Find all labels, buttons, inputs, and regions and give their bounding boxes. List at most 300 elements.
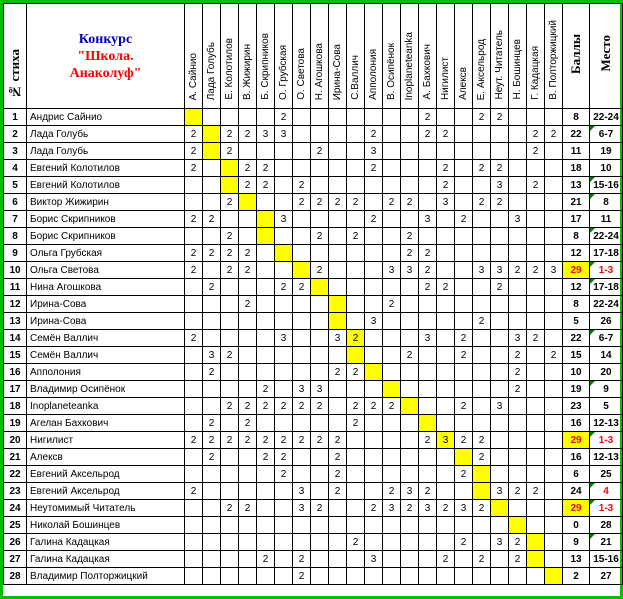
vote-cell: 2 [509,551,527,568]
vote-cell: 2 [455,347,473,364]
place-cell: 22-24 [590,109,623,126]
vote-cell [383,517,401,534]
vote-cell [257,415,275,432]
vote-cell [509,194,527,211]
vote-cell [419,228,437,245]
vote-cell [401,568,419,585]
vote-cell [293,228,311,245]
vote-cell [527,245,545,262]
vote-cell [221,517,239,534]
vote-cell [401,534,419,551]
vote-cell: 2 [347,194,365,211]
score-cell: 22 [563,126,590,143]
judge-header [221,4,239,109]
judge-header [329,4,347,109]
vote-cell [365,415,383,432]
vote-cell [293,517,311,534]
vote-cell [419,534,437,551]
vote-cell [221,466,239,483]
score-cell: 23 [563,398,590,415]
score-cell: 21 [563,194,590,211]
vote-cell [293,313,311,330]
judge-header [401,4,419,109]
vote-cell [383,160,401,177]
vote-cell [455,279,473,296]
vote-cell [419,313,437,330]
vote-cell [329,228,347,245]
vote-cell [365,245,383,262]
author-name: Евгений Аксельрод [27,466,185,483]
vote-cell [311,449,329,466]
vote-cell [401,551,419,568]
vote-cell [239,330,257,347]
vote-cell [455,364,473,381]
place-cell: 9 [590,381,623,398]
vote-cell [383,432,401,449]
vote-cell [347,568,365,585]
vote-cell [455,262,473,279]
vote-cell [311,551,329,568]
vote-cell: 3 [365,143,383,160]
vote-cell: 2 [239,500,257,517]
vote-cell [257,245,275,262]
vote-cell [347,126,365,143]
place-cell: 22-24 [590,228,623,245]
vote-cell: 2 [293,194,311,211]
vote-cell [365,381,383,398]
place-cell: 17-18 [590,279,623,296]
vote-cell [311,109,329,126]
vote-cell [257,347,275,364]
vote-cell: 2 [545,126,563,143]
vote-cell: 2 [203,432,221,449]
vote-cell [473,381,491,398]
vote-cell [509,109,527,126]
vote-cell: 2 [455,398,473,415]
vote-cell [185,364,203,381]
vote-cell [401,126,419,143]
vote-cell [347,245,365,262]
vote-cell [185,279,203,296]
vote-cell [185,296,203,313]
table-row [4,211,623,228]
vote-cell [311,347,329,364]
vote-cell [473,211,491,228]
place-cell: 20 [590,364,623,381]
score-cell: 8 [563,109,590,126]
poem-number: 5 [4,177,27,194]
vote-cell: 2 [401,245,419,262]
vote-cell [239,534,257,551]
vote-cell [347,500,365,517]
vote-cell [257,194,275,211]
vote-cell [203,517,221,534]
vote-cell: 2 [221,432,239,449]
vote-cell [293,364,311,381]
vote-cell: 2 [365,126,383,143]
place-cell: 15-16 [590,551,623,568]
vote-cell [455,177,473,194]
vote-cell: 2 [473,551,491,568]
table-row [4,381,623,398]
poem-number: 10 [4,262,27,279]
vote-cell [455,160,473,177]
poem-number: 25 [4,517,27,534]
vote-cell [509,466,527,483]
vote-cell: 2 [473,109,491,126]
vote-cell: 2 [311,432,329,449]
vote-cell [275,194,293,211]
vote-cell [419,364,437,381]
vote-cell [347,432,365,449]
judge-name: Н. Агошкова [314,42,325,100]
vote-cell [329,245,347,262]
vote-cell [545,245,563,262]
vote-cell [491,228,509,245]
author-name: Нигилист [27,432,185,449]
own-entry-cell [257,228,275,245]
vote-cell [491,449,509,466]
vote-cell [185,398,203,415]
judge-name: Е. Колотилов [224,38,235,100]
vote-cell [509,313,527,330]
vote-cell: 2 [257,177,275,194]
score-cell: 5 [563,313,590,330]
vote-cell [419,551,437,568]
vote-cell [365,466,383,483]
poem-number: 4 [4,160,27,177]
score-cell: 29 [563,432,590,449]
vote-cell [473,364,491,381]
author-name: Inoplaneteanka [27,398,185,415]
own-entry-cell: 3 [437,432,455,449]
vote-cell [545,381,563,398]
vote-cell: 2 [293,432,311,449]
poem-number: 6 [4,194,27,211]
vote-cell: 2 [491,279,509,296]
title-line-1: Конкурс [78,31,133,47]
vote-cell [455,228,473,245]
poem-number: 8 [4,228,27,245]
vote-cell [527,415,545,432]
vote-cell [365,177,383,194]
vote-cell: 2 [239,177,257,194]
vote-cell [275,500,293,517]
judge-name: Апполония [368,49,379,100]
vote-cell [257,466,275,483]
poem-number: 19 [4,415,27,432]
vote-cell [365,109,383,126]
own-entry-cell [185,109,203,126]
vote-cell [509,398,527,415]
author-name: Евгений Колотилов [27,160,185,177]
vote-cell [203,177,221,194]
vote-cell [383,449,401,466]
vote-cell [491,347,509,364]
vote-cell [545,398,563,415]
vote-cell [311,126,329,143]
poem-number: 23 [4,483,27,500]
vote-cell [275,160,293,177]
vote-cell: 2 [401,228,419,245]
vote-cell: 2 [437,500,455,517]
vote-cell [239,211,257,228]
score-column-header: Баллы [563,4,590,109]
vote-cell [545,279,563,296]
vote-cell [383,313,401,330]
vote-cell [185,534,203,551]
place-cell: 22-24 [590,296,623,313]
vote-cell [437,109,455,126]
score-cell: 8 [563,296,590,313]
vote-cell [383,415,401,432]
score-cell: 19 [563,381,590,398]
vote-cell: 2 [455,330,473,347]
vote-cell [347,381,365,398]
vote-cell [473,415,491,432]
vote-cell [203,160,221,177]
vote-cell: 2 [185,330,203,347]
vote-cell [257,262,275,279]
vote-cell [437,211,455,228]
vote-cell [329,347,347,364]
vote-cell [437,143,455,160]
judge-header [365,4,383,109]
own-entry-cell [275,245,293,262]
judge-header [491,4,509,109]
judge-name: С.Валлич [350,55,361,100]
judge-name: Н. Бошинцев [512,39,523,100]
vote-cell [401,279,419,296]
place-cell: 21 [590,534,623,551]
vote-cell [473,534,491,551]
vote-cell: 3 [509,211,527,228]
vote-cell: 2 [275,109,293,126]
table-row [4,500,623,517]
vote-cell [329,143,347,160]
vote-cell [527,211,545,228]
vote-cell [491,568,509,585]
vote-cell [329,160,347,177]
vote-cell: 3 [473,262,491,279]
vote-cell [383,228,401,245]
vote-cell: 2 [239,432,257,449]
vote-cell [221,568,239,585]
poem-number: 14 [4,330,27,347]
author-name: Ирина-Сова [27,313,185,330]
vote-cell: 2 [473,500,491,517]
vote-cell [509,296,527,313]
vote-cell: 2 [401,347,419,364]
vote-cell [311,177,329,194]
vote-cell: 2 [293,568,311,585]
judge-name: Неут. Читатель [494,30,505,100]
vote-cell [293,109,311,126]
vote-cell [293,449,311,466]
vote-cell [185,500,203,517]
vote-cell [473,398,491,415]
vote-cell: 2 [311,194,329,211]
vote-cell: 2 [455,432,473,449]
table-row [4,296,623,313]
vote-cell: 2 [293,398,311,415]
table-row [4,177,623,194]
vote-cell: 3 [293,500,311,517]
vote-cell: 3 [419,500,437,517]
vote-cell [383,551,401,568]
vote-cell: 2 [203,279,221,296]
vote-cell [347,551,365,568]
vote-cell [329,551,347,568]
own-entry-cell [257,211,275,228]
vote-cell [491,143,509,160]
vote-cell [239,347,257,364]
vote-cell [473,330,491,347]
vote-cell: 2 [185,211,203,228]
own-entry-cell [347,347,365,364]
table-row [4,228,623,245]
vote-cell [545,534,563,551]
vote-cell [221,296,239,313]
vote-cell: 2 [185,160,203,177]
vote-cell: 3 [383,500,401,517]
vote-cell [203,500,221,517]
vote-cell [545,466,563,483]
vote-cell [419,160,437,177]
vote-cell [221,483,239,500]
vote-cell [293,330,311,347]
vote-cell: 2 [365,211,383,228]
judge-name: Inoplaneteanka [404,31,415,100]
vote-cell [293,211,311,228]
vote-cell: 2 [437,160,455,177]
vote-cell [383,143,401,160]
vote-cell [455,483,473,500]
vote-cell: 2 [383,296,401,313]
own-entry-cell [419,415,437,432]
vote-cell [545,551,563,568]
table-row [4,245,623,262]
vote-cell [509,143,527,160]
vote-cell [473,245,491,262]
table-row [4,279,623,296]
vote-cell [257,483,275,500]
poem-number: 20 [4,432,27,449]
vote-cell [347,262,365,279]
vote-cell: 2 [491,194,509,211]
place-cell: 12-13 [590,415,623,432]
table-row [4,330,623,347]
vote-cell: 2 [545,347,563,364]
author-name: Борис Скрипников [27,211,185,228]
score-cell: 10 [563,364,590,381]
vote-cell: 2 [419,126,437,143]
vote-cell: 2 [329,466,347,483]
vote-cell [383,109,401,126]
vote-cell [257,143,275,160]
vote-cell [347,517,365,534]
place-cell: 1-3 [590,500,623,517]
judge-name: О. Светова [296,48,307,100]
vote-cell: 2 [437,126,455,143]
vote-cell: 2 [509,381,527,398]
table-row [4,143,623,160]
vote-cell: 2 [419,109,437,126]
vote-cell [311,517,329,534]
author-name: Неутомимый Читатель [27,500,185,517]
vote-cell [347,279,365,296]
vote-cell [347,211,365,228]
poem-number: 24 [4,500,27,517]
vote-cell: 2 [419,483,437,500]
vote-cell [275,381,293,398]
vote-cell: 2 [311,228,329,245]
vote-cell [401,466,419,483]
judge-name: Нигилист [440,56,451,100]
vote-cell [329,177,347,194]
table-row [4,534,623,551]
judge-name: Б. Скрипников [260,33,271,100]
vote-cell: 2 [509,262,527,279]
title-line-3: Анаколуф" [69,65,142,81]
vote-cell: 2 [419,262,437,279]
vote-cell [329,211,347,228]
judge-name: Е. Аксельрод [476,38,487,100]
vote-cell [221,551,239,568]
vote-cell [419,466,437,483]
table-row [4,126,623,143]
poem-number: 17 [4,381,27,398]
vote-cell [437,415,455,432]
vote-cell [311,245,329,262]
vote-cell: 2 [185,483,203,500]
vote-cell [527,517,545,534]
vote-cell: 2 [419,279,437,296]
vote-cell [383,126,401,143]
judge-header [545,4,563,109]
table-row [4,551,623,568]
vote-cell [527,364,545,381]
vote-cell [203,330,221,347]
vote-cell: 3 [491,177,509,194]
poem-number: 9 [4,245,27,262]
vote-cell [293,143,311,160]
vote-cell [203,109,221,126]
vote-cell: 2 [527,483,545,500]
vote-cell [383,466,401,483]
vote-cell [329,568,347,585]
vote-cell: 2 [239,398,257,415]
vote-cell [257,109,275,126]
place-cell: 1-3 [590,262,623,279]
vote-cell: 3 [545,262,563,279]
judge-header [239,4,257,109]
vote-cell [401,330,419,347]
own-entry-cell [527,534,545,551]
vote-cell: 2 [275,449,293,466]
poem-number: 26 [4,534,27,551]
vote-cell: 2 [257,160,275,177]
vote-cell [203,228,221,245]
vote-cell [527,398,545,415]
vote-cell [365,568,383,585]
vote-cell [329,381,347,398]
table-row [4,415,623,432]
vote-cell [221,211,239,228]
vote-cell [365,534,383,551]
vote-cell: 2 [257,432,275,449]
vote-cell [401,449,419,466]
